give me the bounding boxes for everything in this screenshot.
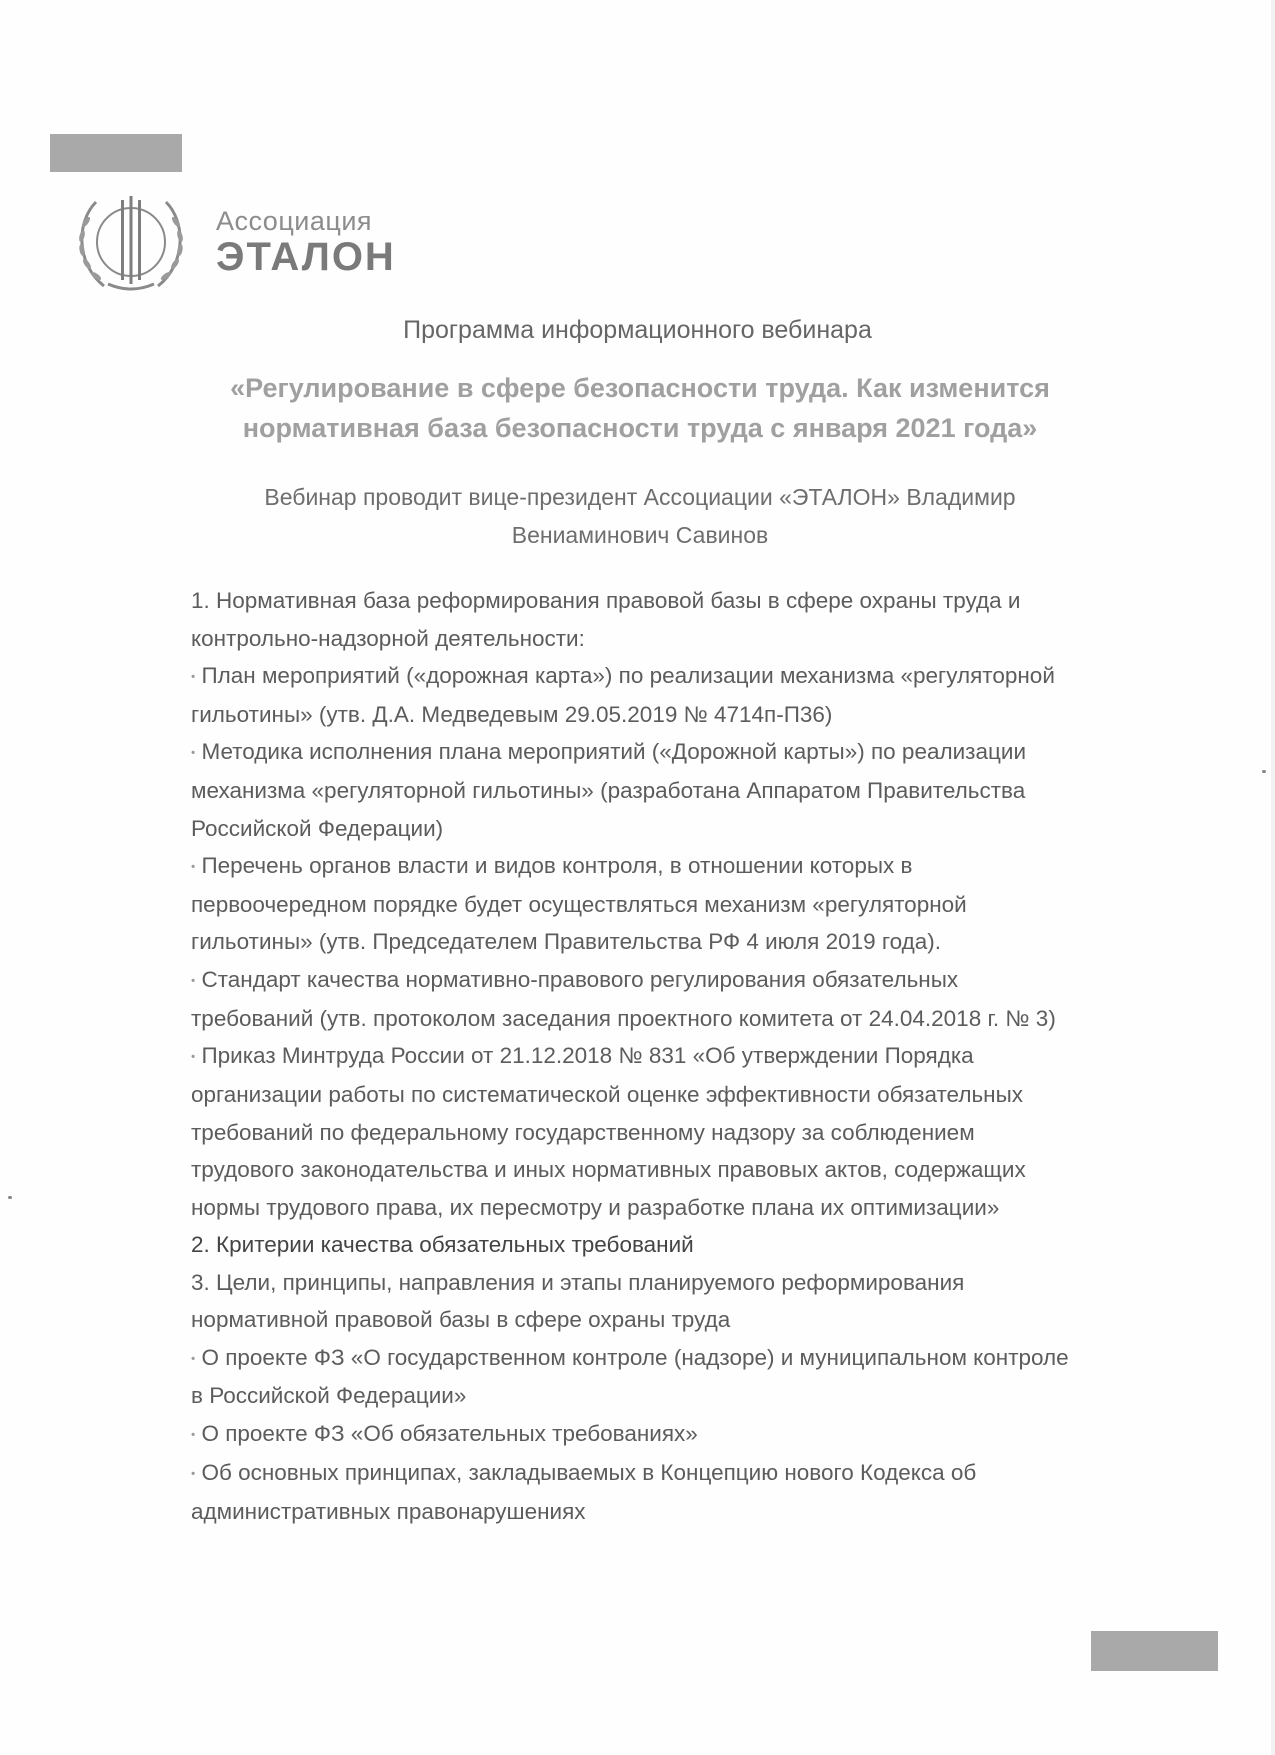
content-line-text: Методика исполнения плана мероприятий («Дорожной карты») по реализации — [201, 739, 1027, 765]
content-line-text: административных правонарушениях — [191, 1498, 586, 1524]
content-line-text: механизма «регуляторной гильотины» (разработана Аппаратом Правительства — [191, 778, 1026, 804]
webinar-host — [200, 478, 1080, 554]
bullet-icon: • — [191, 1466, 196, 1480]
content-line-text: Приказ Минтруда России от 21.12.2018 № 831 «Об утверждении Порядка — [201, 1043, 974, 1069]
host-line: Вебинар проводит вице-президент Ассоциации «ЭТАЛОН» Владимир — [264, 484, 1016, 510]
bullet-item-line — [191, 1339, 1191, 1378]
redaction-block-top — [50, 134, 182, 172]
content-line-text: нормы трудового права, их пересмотру и разработке плана их оптимизации» — [191, 1194, 1000, 1220]
content-line — [191, 1301, 1191, 1339]
content-line-text: 1. Нормативная база реформирования правовой базы в сфере охраны труда и — [191, 588, 1021, 613]
content-line-text: трудового законодательства и иных нормативных правовых актов, содержащих — [191, 1157, 1026, 1183]
content-line-text: О проекте ФЗ «О государственном контроле (надзоре) и муниципальном контроле — [201, 1344, 1069, 1370]
association-laurel-emblem-icon — [74, 192, 188, 296]
content-line-text: организации работы по систематической оценке эффективности обязательных — [191, 1082, 1024, 1108]
content-line — [191, 620, 1191, 658]
content-line — [191, 1226, 1191, 1264]
content-line-text: Стандарт качества нормативно-правового регулирования обязательных — [201, 966, 959, 992]
program-title: Программа информационного вебинара — [403, 316, 872, 344]
content-line-text: Российской Федерации) — [191, 815, 444, 841]
bullet-icon: • — [191, 973, 196, 988]
bullet-icon: • — [191, 1049, 196, 1064]
content-line — [191, 1151, 1191, 1189]
content-line — [191, 1076, 1191, 1114]
content-line-text: Перечень органов власти и видов контроля, в отношении которых в — [201, 853, 913, 879]
association-logo-text — [216, 206, 396, 278]
content-line-text: требований (утв. протоколом заседания проектного комитета от 24.04.2018 г. № 3) — [191, 1005, 1056, 1031]
content-line — [191, 1189, 1191, 1227]
content-line-text: первоочередном порядке будет осуществляться механизм «регуляторной — [191, 891, 967, 917]
content-line — [191, 1114, 1191, 1152]
bullet-icon: • — [191, 669, 196, 684]
content-line-text: в Российской Федерации» — [191, 1383, 467, 1409]
webinar-title-line: «Регулирование в сфере безопасности труда. Как изменится — [230, 373, 1050, 403]
bullet-item-line — [191, 961, 1191, 1000]
content-line-text: 3. Цели, принципы, направления и этапы планируемого реформирования — [191, 1269, 965, 1295]
scan-speck — [1262, 770, 1266, 773]
content-line-text: 2. Критерии качества обязательных требований — [191, 1232, 694, 1258]
scan-speck — [8, 1196, 12, 1199]
bullet-item-line — [191, 1454, 1191, 1493]
content-line-text: План мероприятий («дорожная карта») по реализации механизма «регуляторной — [201, 663, 1055, 688]
bullet-icon: • — [191, 745, 196, 760]
webinar-title — [170, 368, 1110, 448]
content-line — [191, 582, 1191, 620]
bullet-item-line — [191, 1037, 1191, 1076]
content-line — [191, 1264, 1191, 1302]
content-line — [191, 923, 1191, 961]
content-line — [191, 696, 1191, 734]
content-line — [191, 810, 1191, 848]
content-line — [191, 1377, 1191, 1415]
bullet-item-line — [191, 1415, 1191, 1454]
content-line — [191, 1000, 1191, 1038]
redaction-block-bottom — [1091, 1631, 1218, 1671]
logo-line-association: Ассоциация — [216, 206, 373, 236]
bullet-item-line — [191, 847, 1191, 886]
logo-line-etalon: ЭТАЛОН — [216, 235, 396, 279]
content-line-text: Об основных принципах, закладываемых в Концепцию нового Кодекса об — [201, 1459, 977, 1485]
webinar-title-line: нормативная база безопасности труда с января 2021 года» — [242, 413, 1038, 443]
program-content — [191, 582, 1191, 1530]
bullet-icon: • — [191, 1350, 196, 1365]
content-line-text: гильотины» (утв. Д.А. Медведевым 29.05.2019 № 4714п-П36) — [191, 701, 833, 727]
bullet-icon: • — [191, 859, 196, 874]
bullet-item-line — [191, 657, 1191, 696]
content-line-text: О проекте ФЗ «Об обязательных требованиях» — [201, 1420, 698, 1446]
content-line-text: требований по федеральному государственному надзору за соблюдением — [191, 1119, 975, 1145]
content-line-text: нормативной правовой базы в сфере охраны труда — [191, 1307, 731, 1333]
content-line-text: контрольно-надзорной деятельности: — [191, 625, 585, 651]
content-line — [191, 1493, 1191, 1531]
content-line — [191, 772, 1191, 810]
bullet-item-line — [191, 733, 1191, 772]
content-line — [191, 886, 1191, 924]
host-line: Вениаминович Савинов — [511, 522, 769, 548]
bullet-icon: • — [191, 1427, 196, 1442]
page-edge — [1271, 0, 1275, 1755]
content-line-text: гильотины» (утв. Председателем Правительства РФ 4 июля 2019 года). — [191, 929, 942, 955]
